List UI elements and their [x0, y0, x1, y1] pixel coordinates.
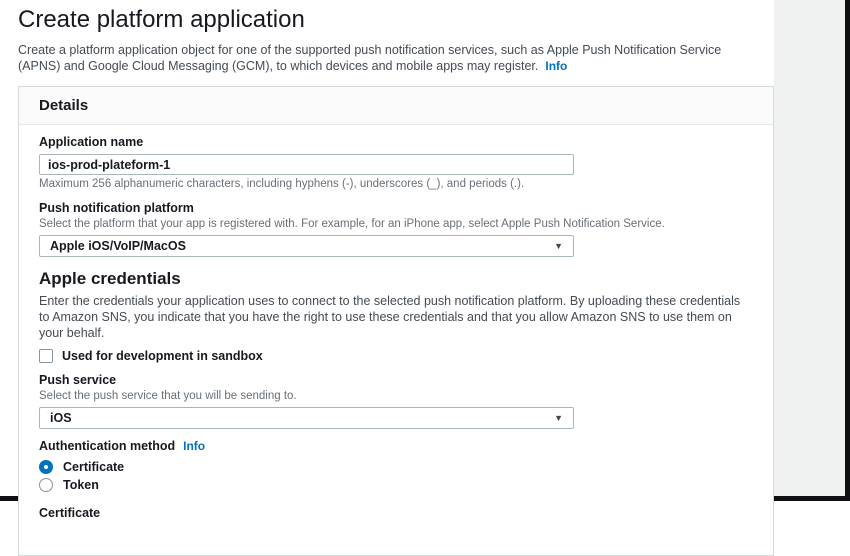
checkbox-unchecked-icon[interactable] — [39, 349, 53, 363]
radio-option-certificate[interactable] — [39, 460, 753, 474]
authentication-method-row — [39, 439, 753, 454]
push-service-select-value: iOS — [50, 411, 72, 425]
push-service-hint: Select the push service that you will be sending to. — [39, 390, 297, 402]
details-card-body — [19, 125, 773, 555]
authentication-method-label: Authentication method — [39, 439, 176, 453]
push-platform-label: Push notification platform — [39, 201, 194, 215]
push-platform-select-value: Apple iOS/VoIP/MacOS — [50, 239, 186, 253]
push-service-label: Push service — [39, 373, 117, 387]
sandbox-checkbox-row[interactable] — [39, 349, 753, 363]
apple-credentials-description: Enter the credentials your application uses to connect to the selected push notification platform. By uploading these credentials to Amazon SNS, you indicate that you have the right to use these credentials and that you allow Amazon SNS to use them on your behalf. — [39, 294, 741, 340]
radio-selected-icon[interactable] — [39, 460, 53, 474]
apple-credentials-title: Apple credentials — [39, 269, 181, 288]
push-platform-hint: Select the platform that your app is registered with. For example, for an iPhone app, select Apple Push Notification Service. — [39, 218, 665, 230]
sandbox-checkbox-label: Used for development in sandbox — [62, 349, 263, 363]
push-platform-field — [39, 201, 753, 257]
page-description — [18, 42, 760, 74]
radio-token-label: Token — [63, 478, 99, 492]
details-card — [18, 86, 774, 556]
page-title: Create platform application — [18, 6, 305, 33]
push-service-select[interactable] — [39, 407, 574, 429]
application-name-label: Application name — [39, 135, 144, 149]
push-service-field — [39, 373, 753, 429]
chevron-down-icon: ▼ — [554, 240, 563, 251]
certificate-label: Certificate — [39, 506, 101, 520]
radio-option-token[interactable] — [39, 478, 753, 492]
radio-certificate-label: Certificate — [63, 460, 125, 474]
radio-unselected-icon[interactable] — [39, 478, 53, 492]
chevron-down-icon: ▼ — [554, 412, 563, 423]
right-gutter — [774, 0, 845, 496]
application-name-input[interactable] — [39, 154, 574, 175]
details-card-title: Details — [39, 97, 89, 114]
details-card-header — [19, 87, 773, 125]
authentication-method-info-link[interactable]: Info — [183, 439, 206, 453]
page-description-text: Create a platform application object for one of the supported push notification services, such as Apple Push Notification Service (APNS) and Google Cloud Messaging (GCM), to which devices and mobile apps may register. — [18, 43, 722, 73]
push-platform-select[interactable] — [39, 235, 574, 257]
page-info-link[interactable]: Info — [545, 59, 568, 73]
application-name-hint: Maximum 256 alphanumeric characters, including hyphens (-), underscores (_), and periods (.). — [39, 178, 525, 190]
certificate-field — [39, 506, 753, 521]
